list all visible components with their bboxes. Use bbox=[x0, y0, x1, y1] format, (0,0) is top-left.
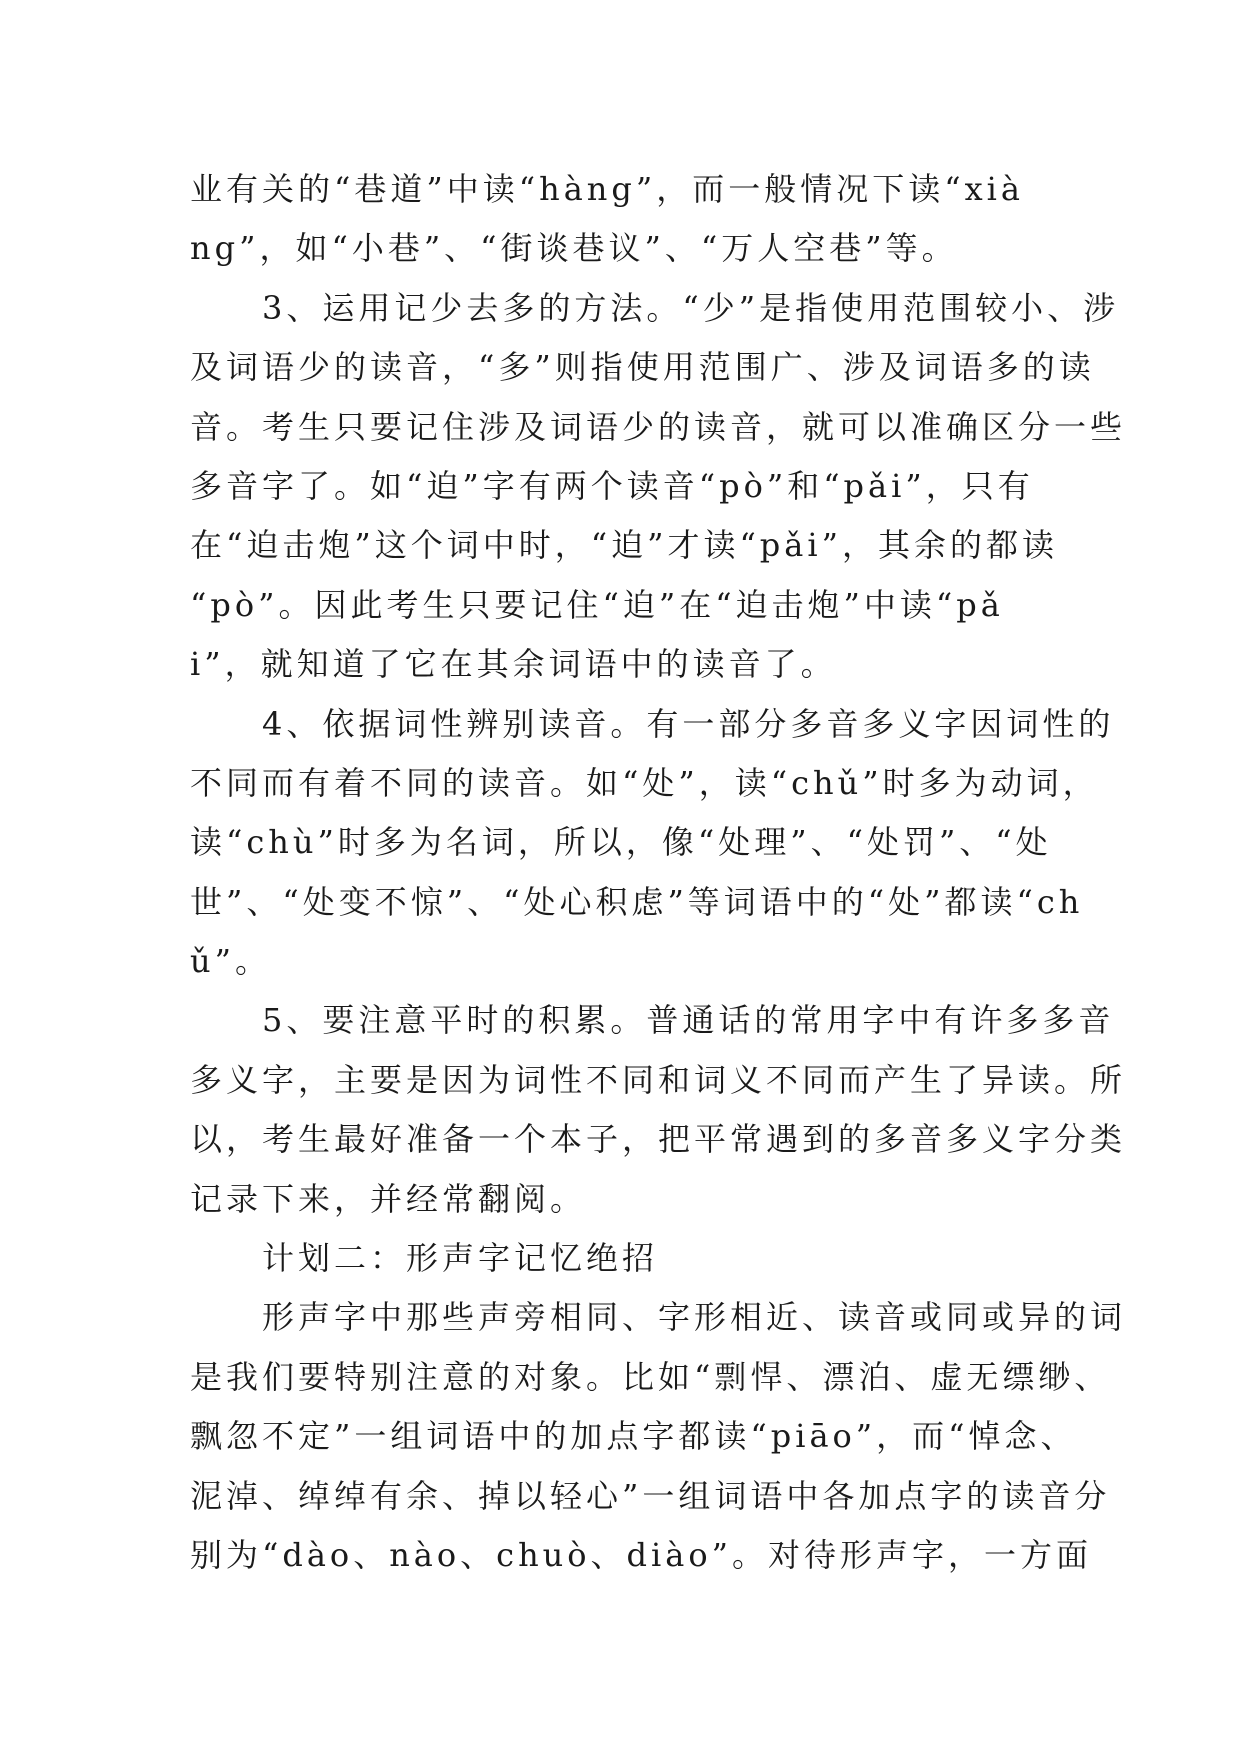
text-line: i”，就知道了它在其余词语中的读音了。 bbox=[190, 645, 837, 684]
paragraph-5-start: 5、要注意平时的积累。普通话的常用字中有许多多音 bbox=[190, 1001, 1115, 1040]
text-line: 读“chù”时多为名词，所以，像“处理”、“处罚”、“处 bbox=[190, 823, 1052, 862]
text-line: “pò”。因此考生只要记住“迫”在“迫击炮”中读“pǎ bbox=[190, 585, 1004, 624]
text-line: 以，考生最好准备一个本子，把平常遇到的多音多义字分类 bbox=[190, 1120, 1127, 1159]
section-heading: 计划二：形声字记忆绝招 bbox=[190, 1239, 659, 1278]
text-line: 音。考生只要记住涉及词语少的读音，就可以准确区分一些 bbox=[190, 407, 1127, 446]
paragraph-start: 形声字中那些声旁相同、字形相近、读音或同或异的词 bbox=[190, 1298, 1127, 1337]
text-line: 在“迫击炮”这个词中时，“迫”才读“pǎi”，其余的都读 bbox=[190, 526, 1058, 565]
text-line: ng”，如“小巷”、“街谈巷议”、“万人空巷”等。 bbox=[190, 229, 958, 268]
text-line: ǔ”。 bbox=[190, 942, 271, 981]
text-line: 不同而有着不同的读音。如“处”，读“chǔ”时多为动词， bbox=[190, 763, 1099, 802]
paragraph-3-start: 3、运用记少去多的方法。“少”是指使用范围较小、涉 bbox=[190, 288, 1120, 327]
text-line: 是我们要特别注意的对象。比如“剽悍、漂泊、虚无缥缈、 bbox=[190, 1357, 1111, 1396]
text-line: 多音字了。如“迫”字有两个读音“pò”和“pǎi”，只有 bbox=[190, 466, 1034, 505]
text-line: 泥淖、绰绰有余、掉以轻心”一组词语中各加点字的读音分 bbox=[190, 1476, 1111, 1515]
text-line: 及词语少的读音，“多”则指使用范围广、涉及词语多的读 bbox=[190, 348, 1095, 387]
text-line: 别为“dào、nào、chuò、diào”。对待形声字，一方面 bbox=[190, 1535, 1092, 1574]
paragraph-4-start: 4、依据词性辨别读音。有一部分多音多义字因词性的 bbox=[190, 704, 1115, 743]
text-line: 记录下来，并经常翻阅。 bbox=[190, 1179, 587, 1218]
body-text bbox=[190, 160, 1127, 1585]
text-line: 世”、“处变不惊”、“处心积虑”等词语中的“处”都读“ch bbox=[190, 882, 1084, 921]
text-line: 飘忽不定”一组词语中的加点字都读“piāo”，而“悼念、 bbox=[190, 1417, 1077, 1456]
text-line: 业有关的“巷道”中读“hàng”，而一般情况下读“xià bbox=[190, 170, 1024, 208]
text-line: 多义字，主要是因为词性不同和词义不同而产生了异读。所 bbox=[190, 1060, 1127, 1099]
